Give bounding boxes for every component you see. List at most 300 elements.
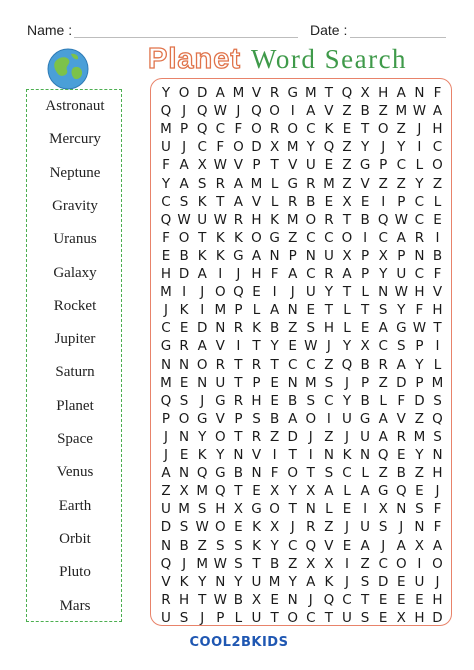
grid-letter[interactable]: X (378, 247, 388, 264)
grid-letter[interactable]: J (236, 266, 241, 282)
grid-letter[interactable]: T (234, 483, 243, 500)
grid-letter[interactable]: M (286, 139, 299, 156)
grid-letter[interactable]: M (178, 501, 190, 518)
grid-letter[interactable]: X (342, 247, 352, 264)
grid-letter[interactable]: H (215, 501, 226, 518)
grid-letter[interactable]: J (164, 302, 168, 319)
grid-letter[interactable]: C (306, 121, 316, 138)
grid-letter[interactable]: M (250, 175, 263, 192)
grid-letter[interactable]: F (433, 519, 442, 536)
grid-letter[interactable]: D (196, 320, 208, 337)
grid-letter[interactable]: R (324, 211, 334, 228)
grid-letter[interactable]: K (179, 302, 189, 319)
grid-letter[interactable]: Z (396, 121, 406, 138)
grid-letter[interactable]: D (377, 573, 389, 590)
grid-letter[interactable]: W (213, 157, 227, 174)
grid-letter[interactable]: E (378, 609, 388, 626)
grid-letter[interactable]: T (360, 302, 370, 319)
grid-letter[interactable]: L (270, 193, 279, 210)
grid-letter[interactable]: M (413, 428, 426, 445)
grid-letter[interactable]: W (304, 338, 318, 355)
grid-letter[interactable]: N (414, 519, 425, 536)
grid-letter[interactable]: U (161, 609, 171, 626)
grid-letter[interactable]: M (431, 374, 444, 391)
grid-letter[interactable]: I (236, 338, 241, 355)
grid-letter[interactable]: I (290, 103, 295, 120)
grid-letter[interactable]: U (360, 428, 371, 445)
grid-letter[interactable]: Q (395, 483, 407, 500)
grid-letter[interactable]: E (324, 193, 334, 210)
grid-letter[interactable]: E (397, 447, 406, 463)
grid-letter[interactable]: Y (288, 573, 297, 590)
grid-letter[interactable]: C (324, 392, 334, 409)
grid-letter[interactable]: H (432, 591, 443, 608)
grid-letter[interactable]: R (378, 356, 388, 373)
grid-letter[interactable]: D (196, 85, 208, 101)
grid-letter[interactable]: N (251, 465, 262, 482)
grid-letter[interactable]: J (435, 573, 440, 590)
grid-letter[interactable]: S (179, 193, 189, 210)
grid-letter[interactable]: V (233, 157, 244, 174)
grid-letter[interactable]: Z (414, 465, 425, 482)
grid-letter[interactable]: S (306, 320, 316, 337)
grid-letter[interactable]: I (272, 284, 277, 301)
grid-letter[interactable]: A (197, 338, 207, 355)
grid-letter[interactable]: E (161, 247, 171, 264)
grid-letter[interactable]: Q (432, 410, 443, 427)
grid-letter[interactable]: K (252, 320, 261, 337)
grid-letter[interactable]: I (435, 338, 440, 355)
grid-letter[interactable]: G (287, 175, 298, 192)
grid-letter[interactable]: S (378, 302, 388, 319)
grid-letter[interactable]: F (397, 392, 406, 409)
grid-letter[interactable]: D (432, 609, 443, 626)
grid-letter[interactable]: M (160, 374, 172, 391)
grid-letter[interactable]: Q (214, 483, 226, 500)
grid-letter[interactable]: N (287, 591, 298, 608)
grid-letter[interactable]: Z (342, 175, 352, 192)
grid-letter[interactable]: O (269, 103, 280, 120)
grid-letter[interactable]: D (160, 519, 172, 536)
grid-letter[interactable]: V (288, 157, 298, 174)
grid-letter[interactable]: X (360, 338, 370, 355)
grid-letter[interactable]: S (433, 392, 442, 409)
grid-letter[interactable]: U (414, 573, 425, 590)
grid-letter[interactable]: Z (396, 175, 406, 192)
grid-letter[interactable]: H (179, 591, 190, 608)
grid-letter[interactable]: K (197, 247, 207, 264)
grid-letter[interactable]: B (179, 537, 189, 554)
grid-letter[interactable]: A (161, 465, 171, 482)
grid-letter[interactable]: N (215, 320, 226, 337)
grid-letter[interactable]: C (432, 139, 443, 156)
grid-letter[interactable]: H (414, 284, 425, 301)
grid-letter[interactable]: S (216, 537, 225, 554)
grid-letter[interactable]: O (432, 555, 443, 572)
grid-letter[interactable]: G (196, 410, 208, 427)
grid-letter[interactable]: K (252, 537, 261, 554)
grid-letter[interactable]: Z (288, 229, 298, 246)
grid-letter[interactable]: J (236, 103, 241, 120)
grid-letter[interactable]: O (196, 356, 208, 373)
grid-letter[interactable]: H (432, 302, 443, 319)
grid-letter[interactable]: U (305, 157, 316, 174)
grid-letter[interactable]: V (251, 85, 262, 101)
grid-letter[interactable]: O (432, 157, 443, 174)
grid-letter[interactable]: V (432, 284, 443, 301)
grid-letter[interactable]: N (305, 501, 316, 518)
grid-letter[interactable]: N (215, 573, 226, 590)
grid-letter[interactable]: I (182, 284, 187, 301)
grid-letter[interactable]: M (323, 175, 335, 192)
grid-letter[interactable]: E (415, 483, 424, 500)
grid-letter[interactable]: I (326, 410, 331, 427)
grid-letter[interactable]: R (324, 266, 334, 282)
grid-letter[interactable]: J (417, 121, 422, 138)
grid-letter[interactable]: I (345, 555, 349, 572)
grid-letter[interactable]: Z (324, 356, 334, 373)
grid-letter[interactable]: E (179, 320, 189, 337)
grid-letter[interactable]: Q (160, 211, 172, 228)
grid-letter[interactable]: X (251, 591, 262, 608)
grid-letter[interactable]: I (218, 266, 223, 282)
grid-letter[interactable]: D (396, 374, 407, 391)
grid-letter[interactable]: A (251, 247, 262, 264)
grid-letter[interactable]: G (377, 483, 389, 500)
grid-letter[interactable]: L (433, 356, 442, 373)
grid-letter[interactable]: T (252, 555, 261, 572)
grid-letter[interactable]: Q (160, 392, 172, 409)
grid-letter[interactable]: P (397, 247, 406, 264)
grid-letter[interactable]: W (213, 591, 227, 608)
grid-letter[interactable]: A (360, 483, 370, 500)
grid-letter[interactable]: Y (288, 483, 297, 500)
grid-letter[interactable]: I (200, 302, 205, 319)
grid-letter[interactable]: M (304, 85, 317, 101)
grid-letter[interactable]: J (308, 591, 313, 608)
grid-letter[interactable]: Z (432, 175, 443, 192)
grid-letter[interactable]: A (179, 175, 189, 192)
grid-letter[interactable]: Y (415, 175, 424, 192)
grid-letter[interactable]: Y (397, 302, 406, 319)
grid-letter[interactable]: J (290, 284, 295, 301)
grid-letter[interactable]: C (342, 465, 352, 482)
grid-letter[interactable]: J (182, 139, 187, 156)
grid-letter[interactable]: Z (324, 428, 334, 445)
grid-letter[interactable]: H (251, 211, 262, 228)
grid-letter[interactable]: E (360, 320, 370, 337)
grid-letter[interactable]: J (345, 519, 349, 536)
grid-letter[interactable]: L (433, 193, 442, 210)
grid-letter[interactable]: X (179, 483, 189, 500)
grid-letter[interactable]: T (198, 591, 207, 608)
grid-letter[interactable]: T (306, 465, 315, 482)
grid-letter[interactable]: Q (341, 85, 353, 101)
grid-letter[interactable]: A (306, 573, 316, 590)
grid-letter[interactable]: I (417, 139, 422, 156)
grid-letter[interactable]: J (345, 428, 349, 445)
grid-letter[interactable]: G (251, 501, 262, 518)
grid-letter[interactable]: S (397, 338, 406, 355)
grid-letter[interactable]: S (324, 465, 334, 482)
grid-letter[interactable]: C (414, 266, 425, 282)
grid-letter[interactable]: J (399, 519, 404, 536)
grid-letter[interactable]: C (414, 193, 425, 210)
grid-letter[interactable]: H (432, 121, 443, 138)
grid-letter[interactable]: X (306, 483, 316, 500)
grid-letter[interactable]: X (306, 555, 316, 572)
grid-letter[interactable]: C (396, 157, 407, 174)
grid-letter[interactable]: O (214, 428, 226, 445)
grid-letter[interactable]: G (287, 85, 298, 101)
grid-letter[interactable]: P (361, 374, 370, 391)
grid-letter[interactable]: J (290, 519, 295, 536)
grid-letter[interactable]: U (161, 139, 171, 156)
grid-letter[interactable]: A (360, 537, 370, 554)
grid-letter[interactable]: G (396, 320, 407, 337)
grid-letter[interactable]: A (396, 85, 406, 101)
grid-letter[interactable]: S (378, 519, 388, 536)
grid-letter[interactable]: N (197, 374, 208, 391)
grid-letter[interactable]: D (251, 139, 262, 156)
name-line[interactable] (74, 37, 298, 38)
grid-letter[interactable]: T (198, 229, 207, 246)
grid-letter[interactable]: N (160, 537, 172, 554)
grid-letter[interactable]: E (378, 591, 388, 608)
grid-letter[interactable]: E (397, 591, 406, 608)
grid-letter[interactable]: R (306, 175, 316, 192)
grid-letter[interactable]: W (213, 103, 227, 120)
grid-letter[interactable]: P (415, 374, 424, 391)
grid-letter[interactable]: K (197, 447, 207, 463)
grid-letter[interactable]: A (197, 266, 207, 282)
grid-letter[interactable]: O (251, 229, 262, 246)
grid-letter[interactable]: U (197, 211, 208, 228)
grid-letter[interactable]: S (234, 555, 243, 572)
grid-letter[interactable]: T (324, 85, 334, 101)
grid-letter[interactable]: M (160, 284, 172, 301)
grid-letter[interactable]: N (269, 247, 280, 264)
grid-letter[interactable]: U (215, 374, 226, 391)
grid-letter[interactable]: T (342, 284, 352, 301)
grid-letter[interactable]: L (234, 609, 243, 626)
grid-letter[interactable]: M (286, 211, 299, 228)
grid-letter[interactable]: E (342, 537, 352, 554)
grid-letter[interactable]: Q (196, 103, 208, 120)
grid-letter[interactable]: Y (379, 266, 388, 282)
grid-letter[interactable]: Q (323, 591, 335, 608)
grid-letter[interactable]: U (323, 247, 334, 264)
grid-letter[interactable]: G (359, 157, 371, 174)
grid-letter[interactable]: A (269, 302, 280, 319)
grid-letter[interactable]: Q (305, 537, 317, 554)
grid-letter[interactable]: N (179, 356, 190, 373)
grid-letter[interactable]: Q (251, 103, 262, 120)
grid-letter[interactable]: A (396, 356, 406, 373)
grid-letter[interactable]: C (306, 609, 316, 626)
grid-letter[interactable]: T (252, 338, 261, 355)
grid-letter[interactable]: A (378, 410, 388, 427)
grid-letter[interactable]: T (324, 302, 334, 319)
grid-letter[interactable]: S (197, 501, 207, 518)
grid-letter[interactable]: Z (288, 320, 298, 337)
grid-letter[interactable]: N (179, 428, 190, 445)
grid-letter[interactable]: I (381, 193, 386, 210)
grid-letter[interactable]: T (324, 609, 334, 626)
grid-letter[interactable]: Q (196, 121, 208, 138)
grid-letter[interactable]: J (345, 573, 349, 590)
grid-letter[interactable]: F (162, 157, 170, 174)
grid-letter[interactable]: J (182, 555, 187, 572)
grid-letter[interactable]: J (381, 139, 386, 156)
grid-letter[interactable]: E (252, 483, 261, 500)
grid-letter[interactable]: I (363, 501, 368, 518)
grid-letter[interactable]: U (251, 573, 262, 590)
grid-letter[interactable]: J (182, 103, 187, 120)
grid-letter[interactable]: G (215, 392, 226, 409)
grid-letter[interactable]: B (306, 193, 316, 210)
grid-letter[interactable]: E (415, 591, 424, 608)
grid-letter[interactable]: O (214, 284, 226, 301)
grid-letter[interactable]: Y (324, 284, 334, 301)
grid-letter[interactable]: Z (342, 139, 352, 156)
grid-letter[interactable]: K (324, 573, 334, 590)
grid-letter[interactable]: Y (397, 139, 406, 156)
grid-letter[interactable]: N (179, 465, 190, 482)
grid-letter[interactable]: N (323, 447, 334, 463)
grid-letter[interactable]: Z (378, 465, 388, 482)
grid-letter[interactable]: U (251, 609, 262, 626)
grid-letter[interactable]: H (160, 266, 172, 282)
grid-letter[interactable]: R (233, 211, 244, 228)
grid-letter[interactable]: X (233, 501, 244, 518)
grid-letter[interactable]: R (161, 591, 171, 608)
grid-letter[interactable]: Y (161, 175, 171, 192)
grid-letter[interactable]: N (414, 247, 425, 264)
grid-letter[interactable]: Y (342, 392, 352, 409)
grid-letter[interactable]: M (268, 573, 281, 590)
grid-letter[interactable]: Q (196, 465, 208, 482)
grid-letter[interactable]: N (305, 247, 316, 264)
grid-letter[interactable]: O (305, 410, 317, 427)
grid-letter[interactable]: W (412, 320, 427, 337)
grid-letter[interactable]: P (397, 193, 406, 210)
grid-letter[interactable]: G (269, 229, 280, 246)
grid-letter[interactable]: F (216, 139, 225, 156)
grid-letter[interactable]: A (396, 229, 406, 246)
grid-letter[interactable]: V (161, 573, 171, 590)
grid-letter[interactable]: Q (233, 284, 244, 301)
grid-letter[interactable]: N (360, 447, 371, 463)
grid-letter[interactable]: C (197, 139, 207, 156)
grid-letter[interactable]: U (342, 609, 352, 626)
grid-letter[interactable]: N (287, 302, 298, 319)
grid-letter[interactable]: S (179, 519, 189, 536)
grid-letter[interactable]: M (395, 103, 408, 120)
grid-letter[interactable]: K (179, 573, 189, 590)
grid-letter[interactable]: L (252, 302, 261, 319)
grid-letter[interactable]: J (326, 338, 331, 355)
grid-letter[interactable]: V (215, 410, 225, 427)
grid-letter[interactable]: R (396, 428, 406, 445)
grid-letter[interactable]: S (360, 573, 370, 590)
grid-letter[interactable]: F (433, 266, 442, 282)
grid-letter[interactable]: E (324, 157, 334, 174)
grid-letter[interactable]: E (360, 193, 370, 210)
grid-letter[interactable]: P (288, 247, 297, 264)
grid-letter[interactable]: T (234, 356, 243, 373)
grid-letter[interactable]: C (378, 229, 388, 246)
grid-letter[interactable]: R (215, 356, 225, 373)
grid-letter[interactable]: A (432, 537, 443, 554)
grid-letter[interactable]: O (287, 609, 298, 626)
grid-letter[interactable]: O (341, 229, 353, 246)
grid-letter[interactable]: C (306, 266, 316, 282)
grid-letter[interactable]: G (215, 465, 226, 482)
grid-letter[interactable]: C (161, 320, 171, 337)
grid-letter[interactable]: Z (197, 537, 207, 554)
grid-letter[interactable]: P (234, 302, 243, 319)
grid-letter[interactable]: B (360, 356, 370, 373)
grid-letter[interactable]: I (308, 447, 313, 463)
grid-letter[interactable]: H (251, 266, 262, 282)
grid-letter[interactable]: B (233, 465, 244, 482)
grid-letter[interactable]: U (360, 519, 371, 536)
grid-letter[interactable]: N (414, 85, 425, 101)
grid-letter[interactable]: K (342, 447, 352, 463)
grid-letter[interactable]: V (215, 338, 225, 355)
grid-letter[interactable]: P (234, 410, 243, 427)
grid-letter[interactable]: Y (270, 338, 279, 355)
grid-letter[interactable]: E (397, 573, 406, 590)
grid-letter[interactable]: V (251, 447, 262, 463)
grid-letter[interactable]: S (197, 175, 207, 192)
grid-letter[interactable]: Y (415, 356, 424, 373)
grid-letter[interactable]: C (324, 229, 334, 246)
grid-letter[interactable]: A (233, 175, 244, 192)
grid-letter[interactable]: M (196, 483, 209, 500)
grid-letter[interactable]: V (324, 103, 334, 120)
grid-letter[interactable]: O (178, 410, 190, 427)
grid-letter[interactable]: A (324, 483, 334, 500)
grid-letter[interactable]: B (269, 410, 280, 427)
grid-letter[interactable]: E (342, 501, 352, 518)
grid-letter[interactable]: F (433, 501, 442, 518)
date-line[interactable] (350, 37, 446, 38)
grid-letter[interactable]: O (395, 555, 407, 572)
grid-letter[interactable]: E (270, 591, 279, 608)
grid-letter[interactable]: P (252, 157, 261, 174)
grid-letter[interactable]: R (269, 85, 280, 101)
grid-letter[interactable]: X (269, 483, 280, 500)
grid-letter[interactable]: Z (269, 428, 280, 445)
grid-letter[interactable]: V (324, 537, 334, 554)
grid-letter[interactable]: L (343, 483, 351, 500)
grid-letter[interactable]: P (180, 121, 189, 138)
grid-letter[interactable]: E (306, 302, 316, 319)
grid-letter[interactable]: C (378, 555, 388, 572)
grid-letter[interactable]: Y (415, 447, 424, 463)
grid-letter[interactable]: L (361, 465, 369, 482)
grid-letter[interactable]: O (178, 229, 190, 246)
grid-letter[interactable]: F (415, 302, 424, 319)
grid-letter[interactable]: O (377, 121, 389, 138)
grid-letter[interactable]: R (251, 428, 262, 445)
grid-letter[interactable]: N (432, 447, 443, 463)
grid-letter[interactable]: T (288, 447, 297, 463)
grid-letter[interactable]: A (306, 103, 316, 120)
grid-letter[interactable]: P (415, 338, 424, 355)
